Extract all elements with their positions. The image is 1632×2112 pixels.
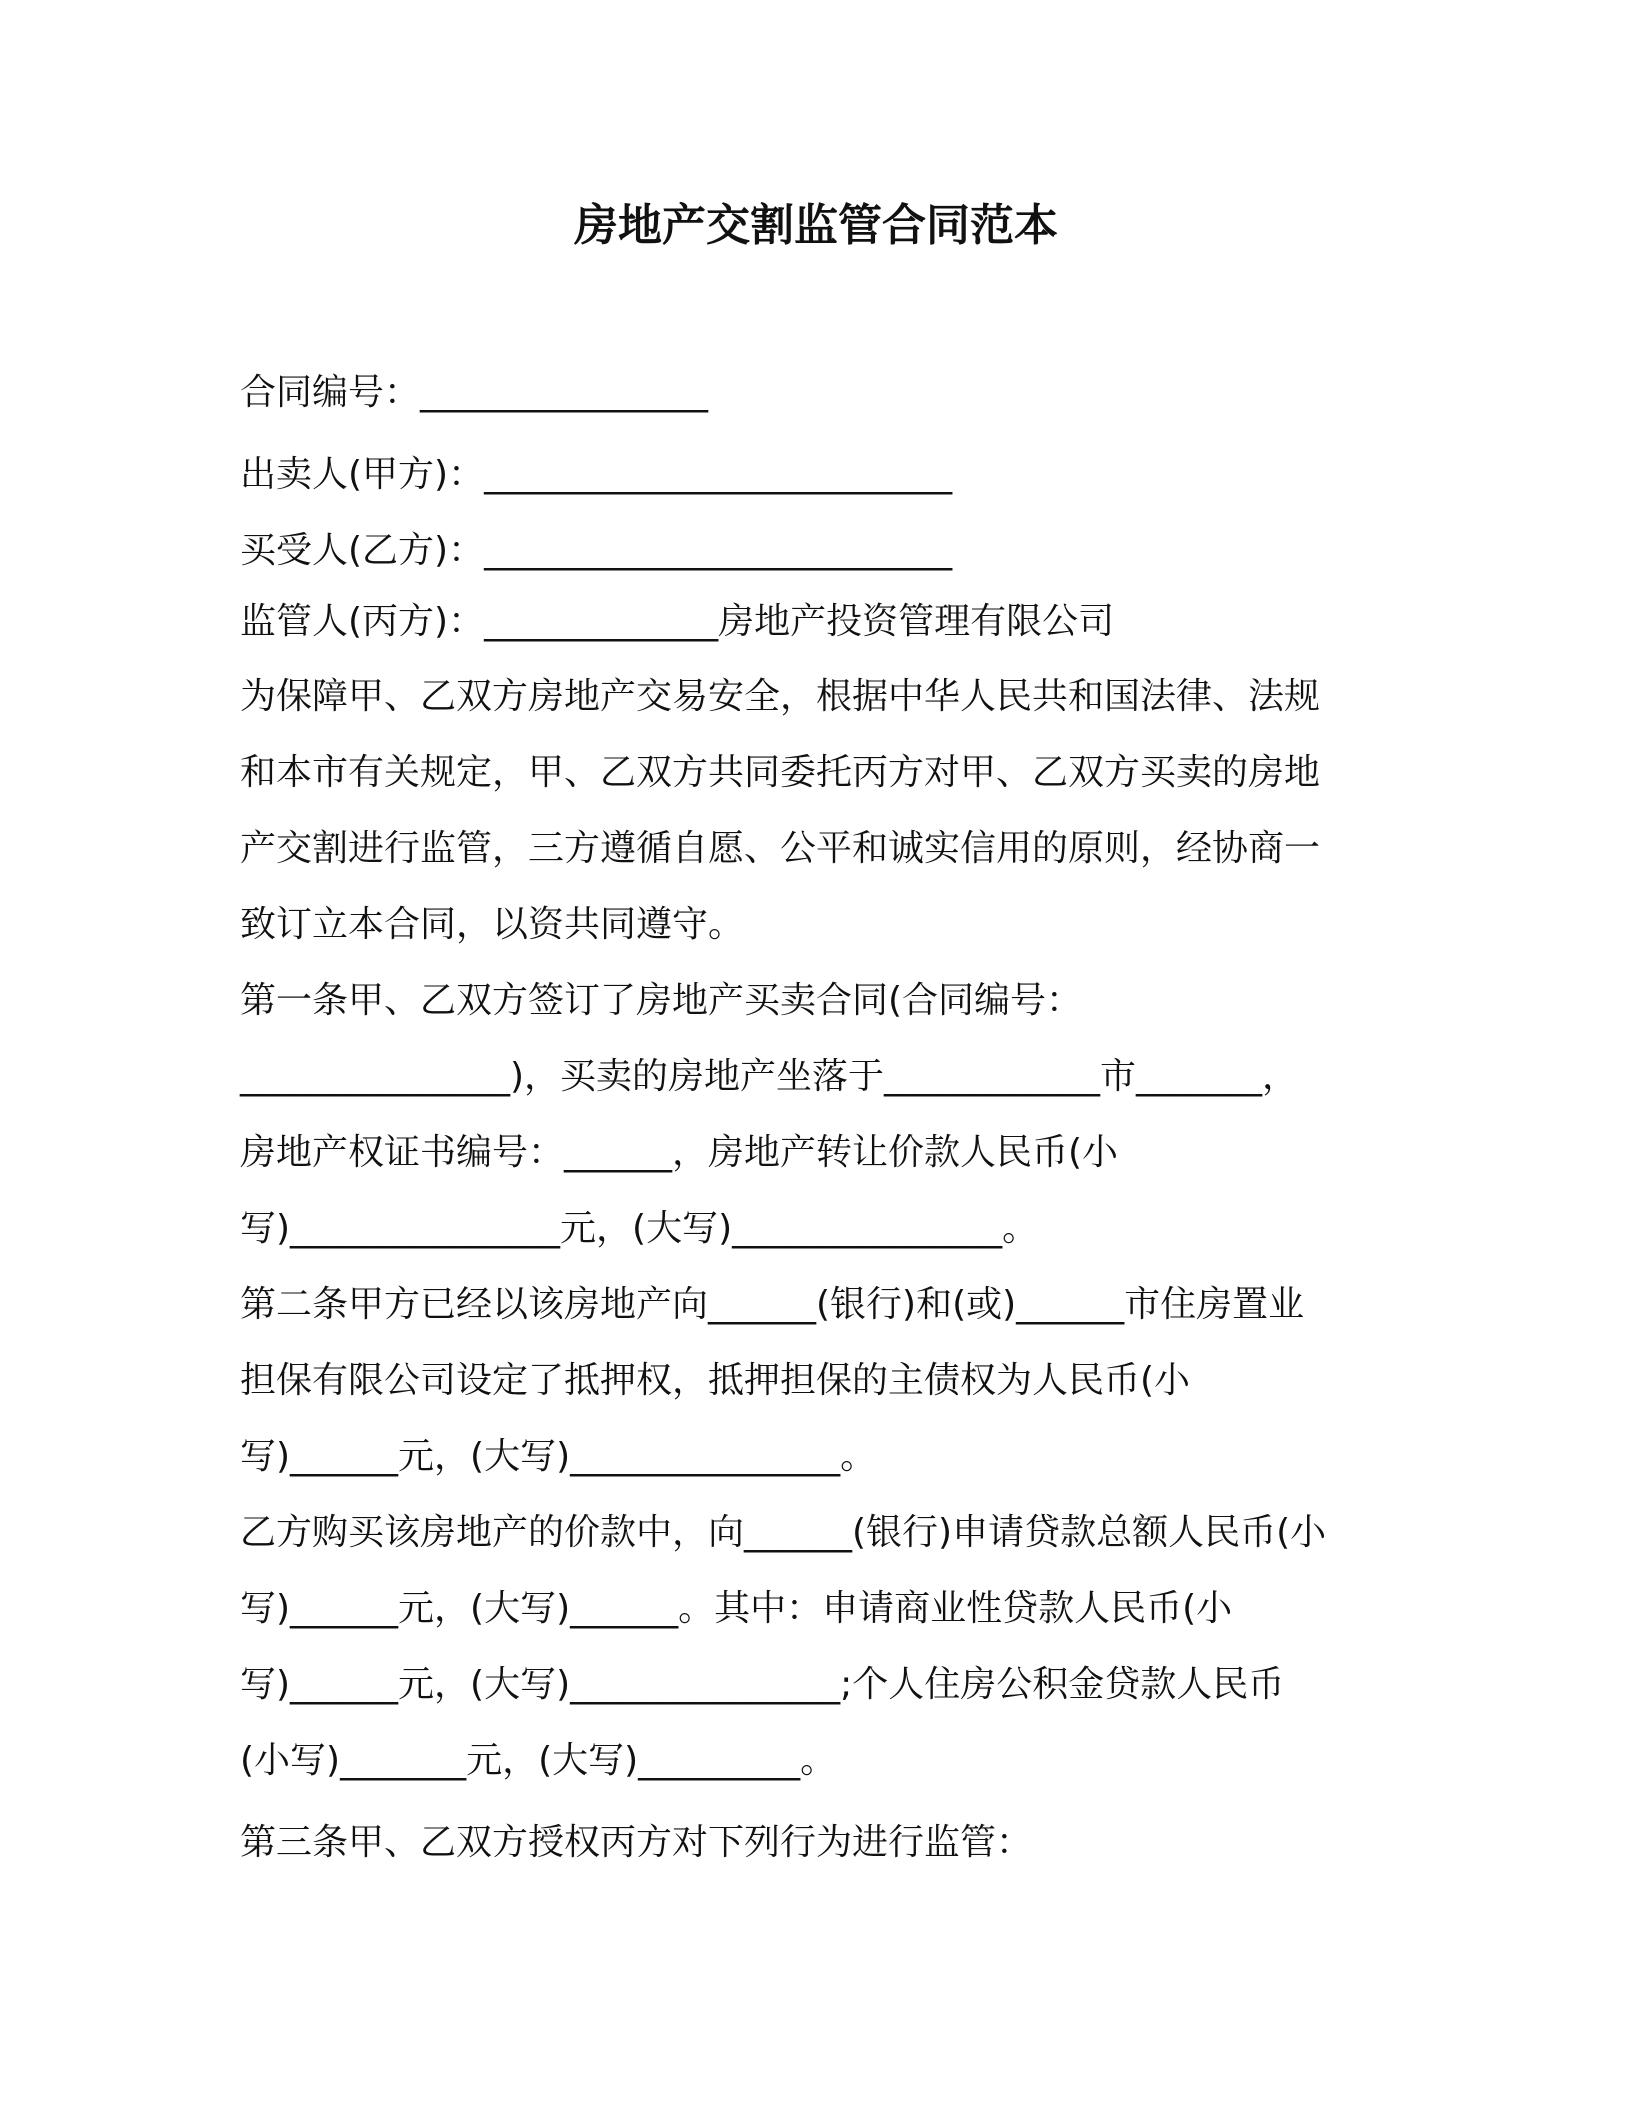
paragraph-line: 为保障甲、乙双方房地产交易安全，根据中华人民共和国法律、法规 <box>240 676 1321 717</box>
article-two-line: 写)______元，(大写)_______________。 <box>240 1436 877 1477</box>
paragraph-line: 产交割进行监管，三方遵循自愿、公平和诚实信用的原则，经协商一 <box>240 828 1321 869</box>
buyer-line: 买受人(乙方)：__________________________ <box>240 530 953 571</box>
article-one-line: 房地产权证书编号：______，房地产转让价款人民币(小 <box>240 1132 1119 1173</box>
loan-paragraph-line: (小写)_______元，(大写)_________。 <box>240 1740 837 1781</box>
article-two-line: 第二条甲方已经以该房地产向______(银行)和(或)______市住房置业 <box>240 1284 1305 1325</box>
document-title: 房地产交割监管合同范本 <box>574 200 1058 251</box>
paragraph-line: 和本市有关规定，甲、乙双方共同委托丙方对甲、乙双方买卖的房地 <box>240 752 1321 793</box>
loan-paragraph-line: 写)______元，(大写)______。其中：申请商业性贷款人民币(小 <box>240 1588 1233 1629</box>
contract-number-line: 合同编号：________________ <box>240 372 709 413</box>
paragraph-line: 致订立本合同，以资共同遵守。 <box>240 904 745 945</box>
supervisor-line: 监管人(丙方)：_____________房地产投资管理有限公司 <box>240 601 1115 642</box>
article-one-line: 第一条甲、乙双方签订了房地产买卖合同(合同编号： <box>240 980 1083 1021</box>
seller-line: 出卖人(甲方)：__________________________ <box>240 454 953 495</box>
article-one-line: _______________)，买卖的房地产坐落于____________市_______， <box>240 1056 1299 1097</box>
article-two-line: 担保有限公司设定了抵押权，抵押担保的主债权为人民币(小 <box>240 1360 1191 1401</box>
loan-paragraph-line: 写)______元，(大写)_______________;个人住房公积金贷款人民币 <box>240 1664 1285 1705</box>
loan-paragraph-line: 乙方购买该房地产的价款中，向______(银行)申请贷款总额人民币(小 <box>240 1512 1327 1553</box>
article-three-line: 第三条甲、乙双方授权丙方对下列行为进行监管： <box>240 1822 1033 1863</box>
article-one-line: 写)_______________元，(大写)_______________。 <box>240 1208 1039 1249</box>
